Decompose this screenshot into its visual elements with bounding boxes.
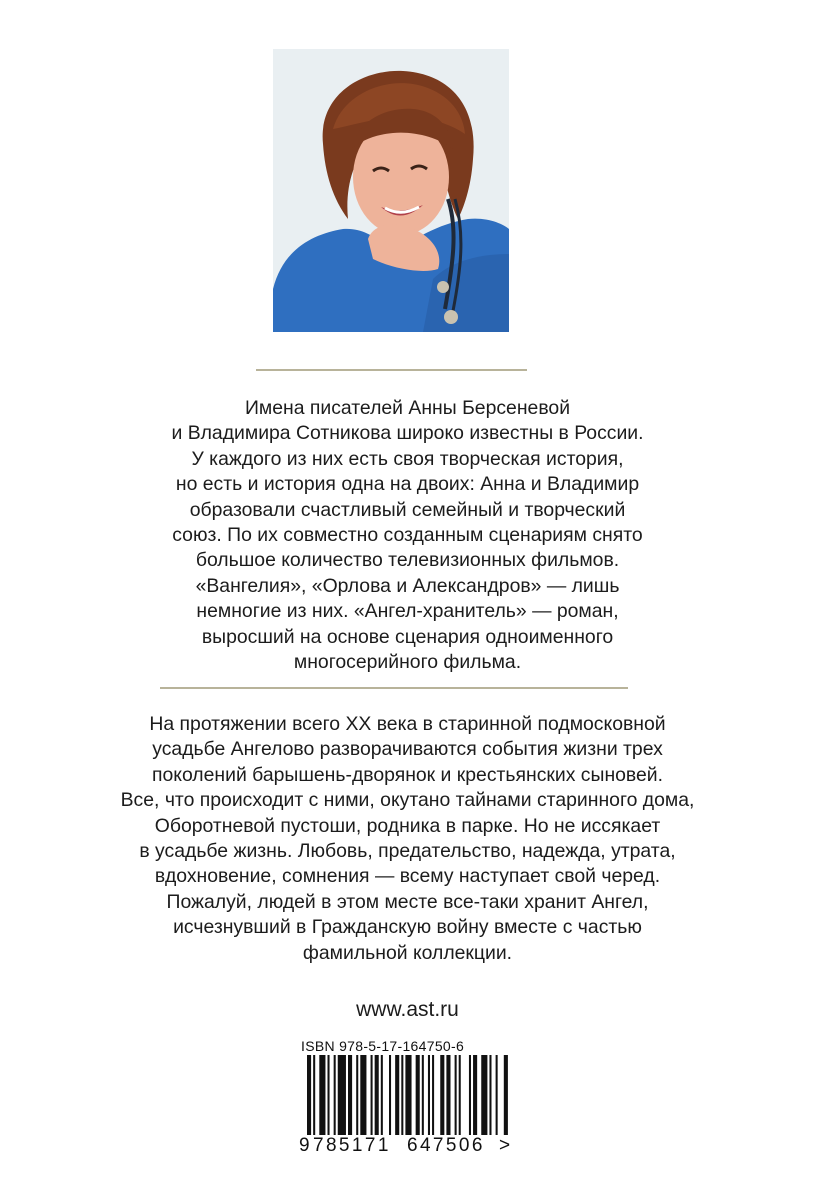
text-line: На протяжении всего XX века в старинной подмосковной [149,713,666,735]
about-authors-paragraph [40,396,775,675]
barcode [285,1055,525,1155]
text-line: «Вангелия», «Орлова и Александров» — лишь [195,574,620,597]
text-line: но есть и история одна на двоих: Анна и Владимир [175,473,640,496]
text-line: немногие из них. «Ангел-хранитель» — роман, [196,600,619,623]
text-line: Все, что происходит с ними, окутано тайнами старинного дома, [120,789,695,812]
author-photo [273,49,509,332]
text-line: исчезнувший в Гражданскую войну вместе с частью [173,916,642,939]
text-line: большое количество телевизионных фильмов. [195,549,620,572]
text-line: выросший на основе сценария одноименного [201,625,614,648]
barcode-digits-right: 647506 [407,1135,485,1155]
barcode-first-digit: 9 [299,1135,310,1155]
text-line: в усадьбе жизнь. Любовь, предательство, надежда, утрата, [139,840,676,863]
divider-top [256,369,527,371]
author-portrait-illustration [273,49,509,332]
text-line: поколений барышень-дворянок и крестьянских сыновей. [151,763,664,786]
publisher-website[interactable]: www.ast.ru [356,998,459,1021]
text-line: союз. По их совместно созданным сценариям снято [172,524,643,547]
barcode-digits-left: 785171 [313,1135,391,1155]
text-line: и Владимира Сотникова широко известны в России. [171,422,644,445]
text-line: Имена писателей Анны Берсеневой [244,397,571,419]
isbn-number: ISBN 978-5-17-164750-6 [301,1038,465,1054]
text-line: образовали счастливый семейный и творческий [189,498,626,521]
text-line: вдохновение, сомнения — всему наступает свой черед. [154,865,661,888]
text-line: У каждого из них есть своя творческая история, [191,447,624,470]
text-line: Пожалуй, людей в этом месте все-таки хранит Ангел, [166,890,649,913]
text-line: многосерийного фильма. [293,651,522,674]
divider-middle [160,687,628,689]
annotation-paragraph [40,712,775,966]
text-line: фамильной коллекции. [302,941,513,964]
barcode-quiet-zone-marker: > [499,1135,511,1155]
text-line: Оборотневой пустоши, родника в парке. Но не иссякает [154,814,661,837]
text-line: усадьбе Ангелово разворачиваются события жизни трех [152,738,663,761]
